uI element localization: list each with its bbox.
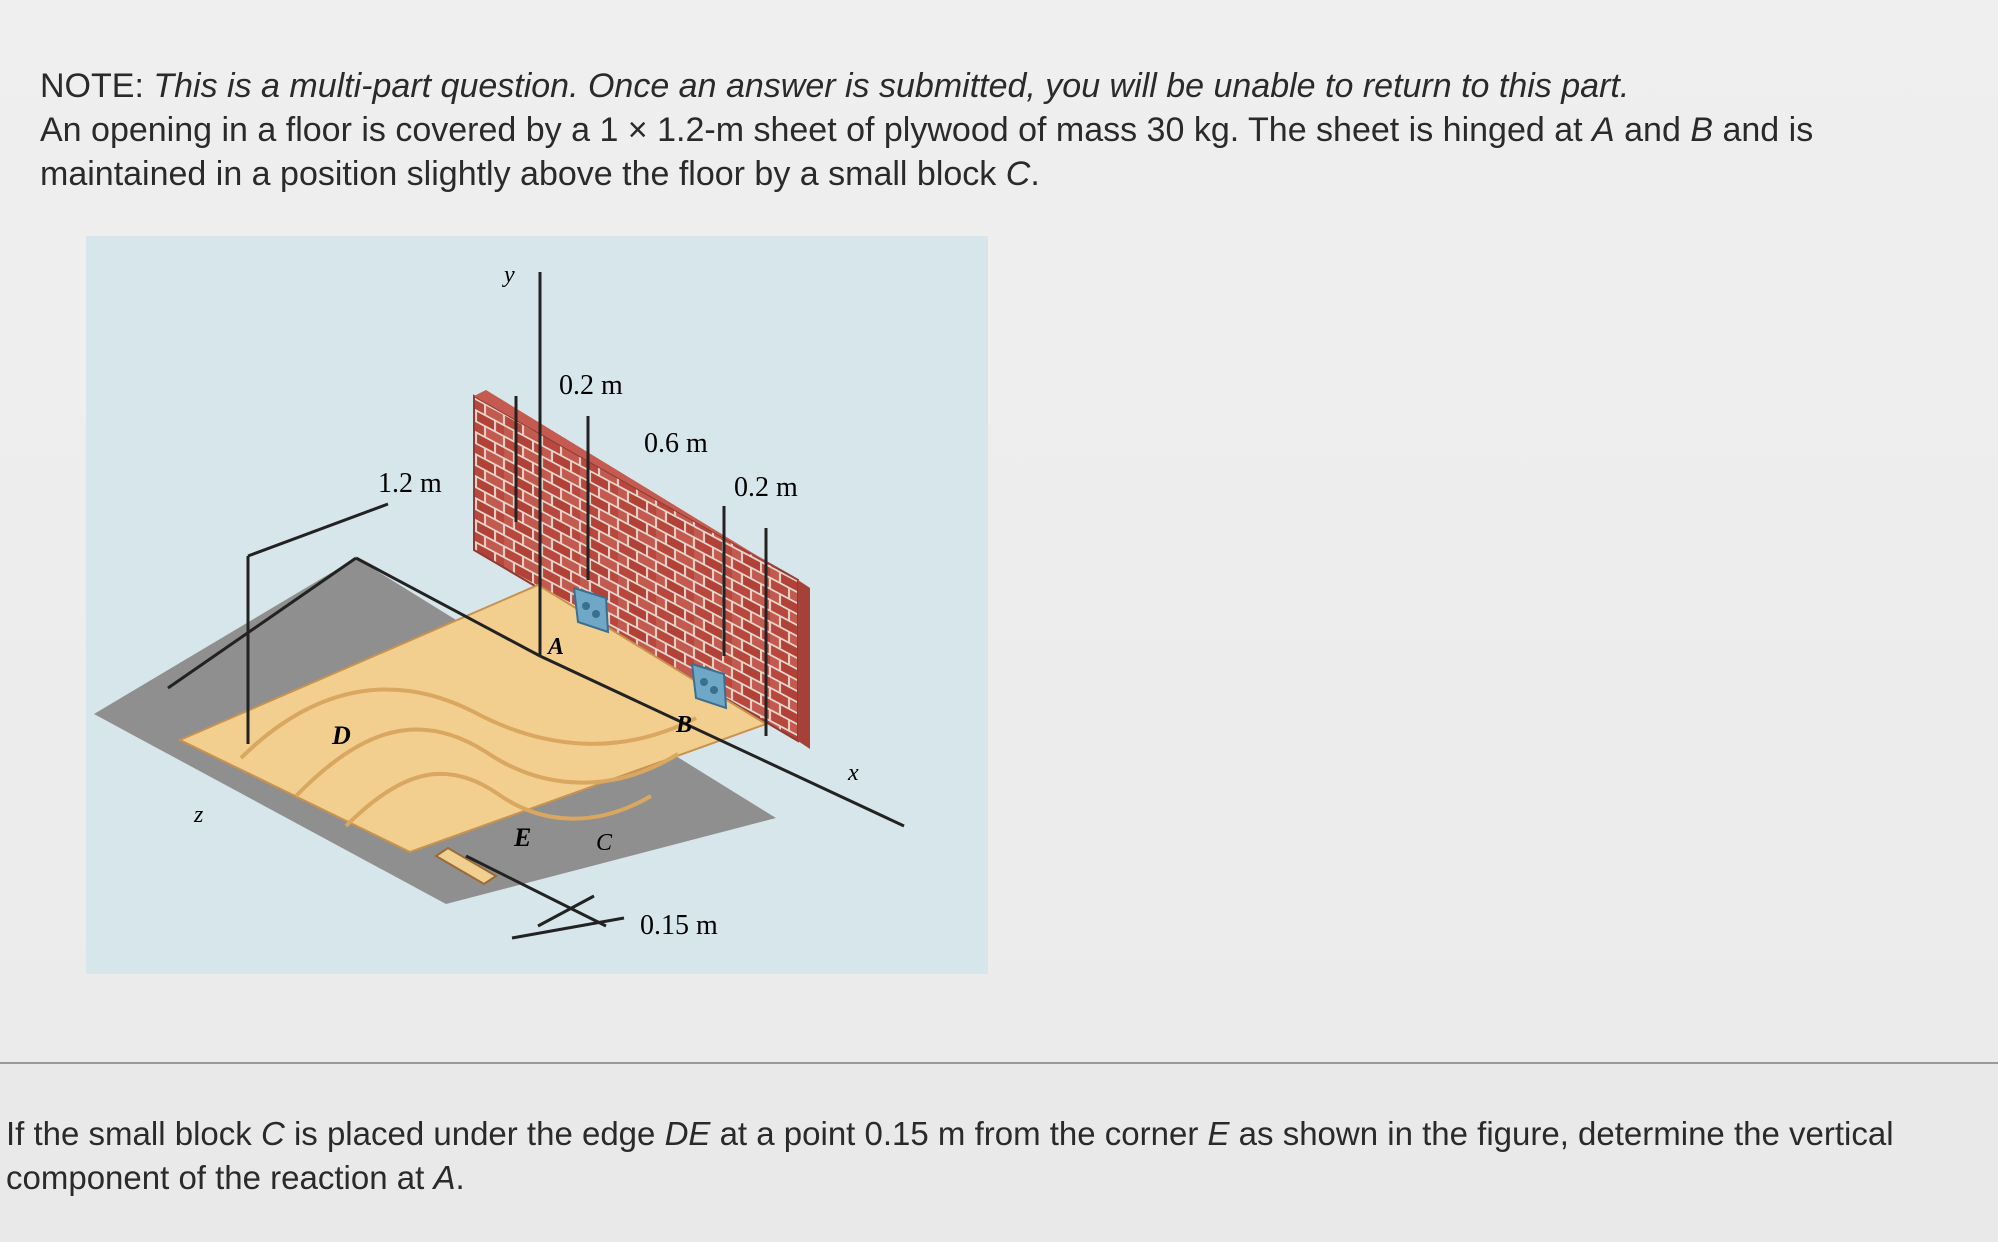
dimension-0-2-right-label: 0.2 m (734, 472, 798, 503)
hinge-a-label: A (1592, 111, 1615, 149)
note-label: NOTE: (40, 67, 144, 105)
dimension-1-2-label: 1.2 m (378, 468, 442, 499)
hinge-b-label: B (1690, 111, 1714, 149)
block-c-label: C (1005, 155, 1031, 193)
block-c-reference: C (260, 1115, 285, 1152)
axis-z-label: z (194, 802, 204, 828)
axis-y-label: y (504, 262, 515, 288)
problem-text: and (1614, 111, 1691, 149)
brick-wall-end (798, 580, 810, 749)
problem-figure (86, 236, 988, 974)
question-segment: . (455, 1159, 465, 1196)
question-segment: at a point 0.15 m from the corner (710, 1115, 1208, 1152)
question-segment: If the small block (6, 1115, 261, 1152)
question-prompt (6, 1112, 1986, 1200)
problem-text: An opening in a floor is covered by a 1 × 1.2-m sheet of plywood of mass 30 kg. The sheet is hinged at (40, 111, 1593, 149)
note-line (40, 64, 1940, 108)
note-text: This is a multi-part question. Once an answer is submitted, you will be unable to return to this part. (153, 67, 1630, 105)
point-e-label: E (514, 823, 532, 852)
problem-intro (40, 64, 1940, 196)
plywood-hinge-diagram (86, 236, 988, 974)
point-d-label: D (332, 721, 351, 750)
corner-e-reference: E (1207, 1115, 1230, 1152)
axis-x-label: x (848, 760, 859, 786)
point-a-label: A (548, 634, 565, 660)
dimension-0-15-label: 0.15 m (640, 910, 718, 941)
question-segment: as shown in the figure, determine the vertical component of the reaction at (6, 1115, 1894, 1196)
point-c-label: C (596, 830, 613, 856)
dimension-0-2-left-label: 0.2 m (559, 370, 623, 401)
dimension-0-6-label: 0.6 m (644, 428, 708, 459)
problem-statement (40, 108, 1940, 196)
problem-text: and is maintained in a position slightly above the floor by a small block (40, 111, 1814, 193)
point-a-reference: A (433, 1159, 456, 1196)
edge-de-reference: DE (664, 1115, 711, 1152)
question-text (6, 1112, 1986, 1200)
problem-text: . (1030, 155, 1040, 193)
question-segment: is placed under the edge (284, 1115, 665, 1152)
point-b-label: B (676, 712, 693, 738)
